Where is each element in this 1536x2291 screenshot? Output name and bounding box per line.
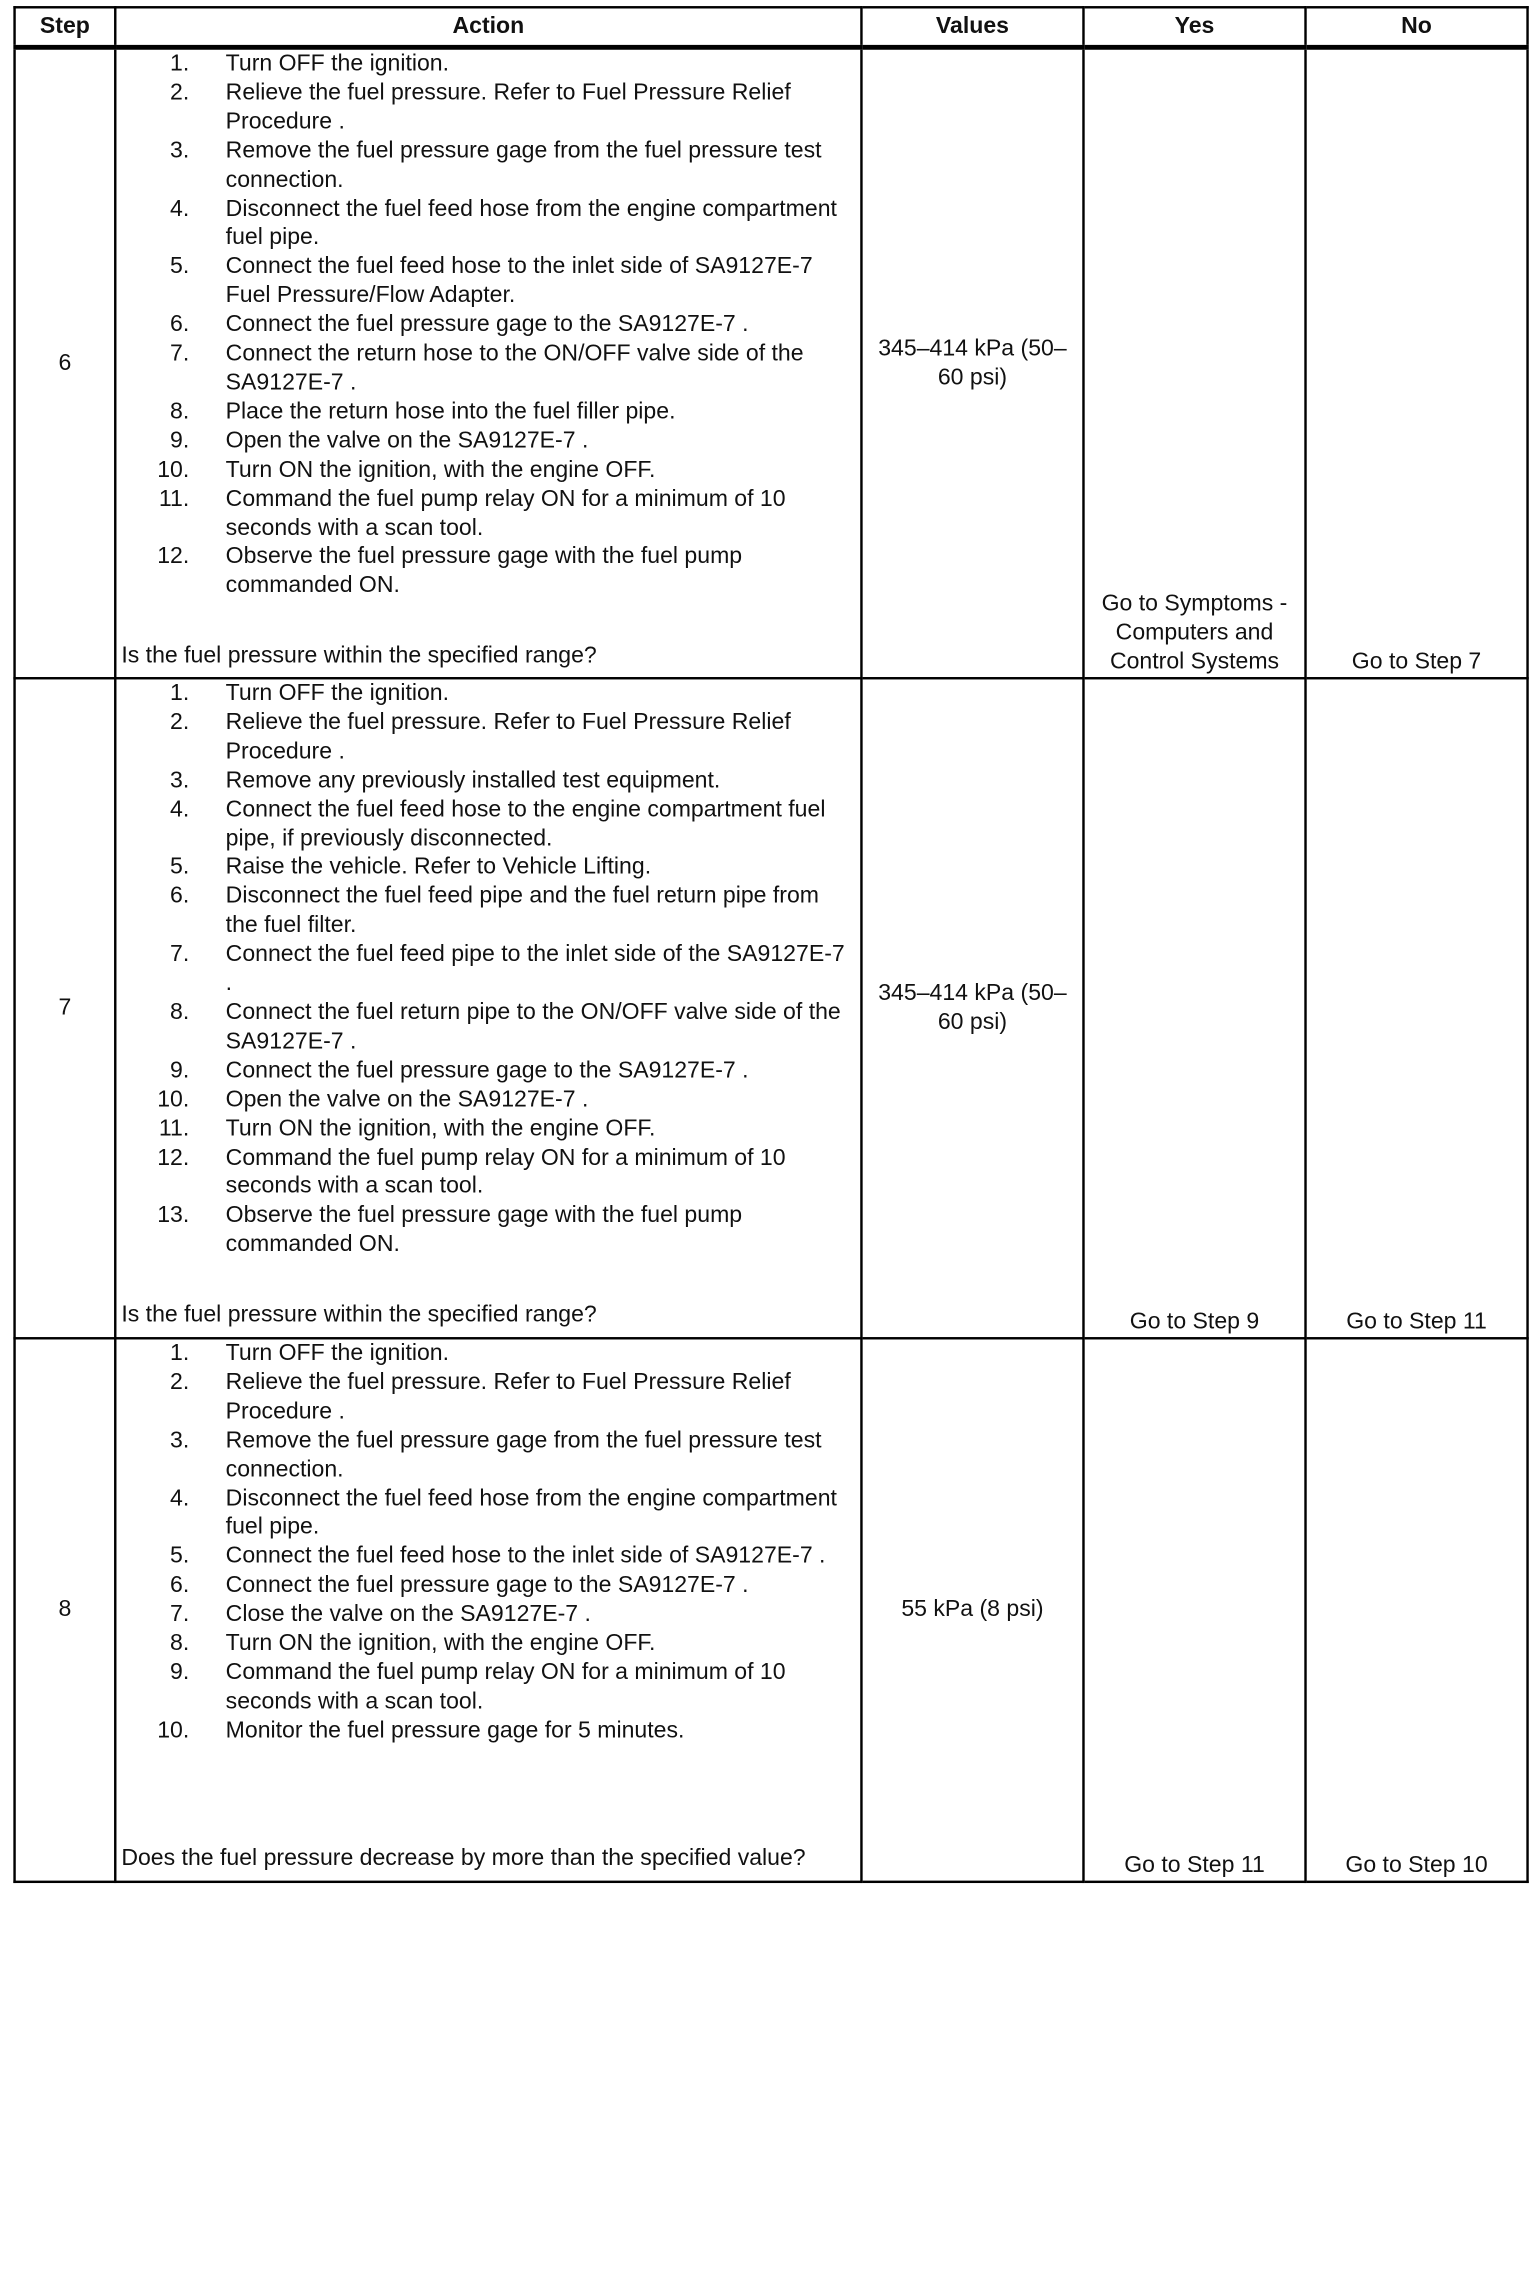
header-row — [15, 7, 1528, 47]
action-step — [121, 708, 855, 766]
action-step-number: 8. — [170, 1630, 190, 1657]
action-step-number: 12. — [157, 544, 190, 570]
action-step-number: 11. — [158, 486, 190, 512]
action-step-text: Observe the fuel pressure gage with the fuel pump commanded ON. — [225, 1202, 743, 1258]
action-step-text: Connect the fuel pressure gage to the SA9127E-7 . — [225, 312, 749, 338]
action-step — [121, 79, 855, 137]
action-step-text: Connect the fuel feed hose to the inlet side of SA9127E-7 . — [225, 1543, 826, 1570]
action-step-text: Turn OFF the ignition. — [225, 680, 450, 707]
action-step — [121, 195, 855, 253]
action-step-text: Remove any previously installed test equipment. — [225, 767, 721, 794]
action-step-text: Raise the vehicle. Refer to Vehicle Lifting. — [225, 854, 652, 881]
action-step-text: Turn ON the ignition, with the engine OFF. — [225, 1115, 656, 1142]
action-step-number: 3. — [170, 137, 190, 164]
header-values: Values — [861, 7, 1083, 47]
action-step-text: Command the fuel pump relay ON for a minimum of 10 seconds with a scan tool. — [225, 486, 786, 541]
table-row — [15, 47, 1528, 678]
yes-outcome: Go to Symptoms - Computers and Control Systems — [1083, 47, 1305, 678]
action-step-text: Connect the fuel pressure gage to the SA9127E-7 . — [225, 1057, 749, 1084]
action-step — [121, 853, 855, 882]
action-step-number: 4. — [170, 1485, 190, 1512]
header-yes: Yes — [1083, 7, 1305, 47]
action-step — [121, 253, 855, 311]
action-step — [121, 1115, 855, 1144]
action-step-text: Disconnect the fuel feed pipe and the fuel return pipe from the fuel filter. — [225, 883, 820, 939]
action-step — [121, 1426, 855, 1484]
action-step-number: 7. — [170, 341, 190, 367]
action-step — [121, 311, 855, 340]
action-step-text: Close the valve on the SA9127E-7 . — [225, 1601, 591, 1628]
action-step — [121, 398, 855, 427]
action-step — [121, 456, 855, 485]
action-step-text: Remove the fuel pressure gage from the fuel pressure test connection. — [225, 1427, 822, 1483]
action-step-text: Remove the fuel pressure gage from the fuel pressure test connection. — [225, 137, 822, 193]
no-outcome: Go to Step 11 — [1306, 678, 1528, 1338]
action-step-number: 2. — [170, 1369, 190, 1396]
action-step-number: 5. — [170, 253, 190, 280]
no-outcome: Go to Step 7 — [1306, 47, 1528, 678]
step-number: 8 — [15, 1338, 116, 1882]
action-step-number: 9. — [170, 428, 190, 454]
action-step — [121, 940, 855, 998]
action-step — [121, 1057, 855, 1086]
action-step — [121, 1572, 855, 1601]
action-step — [121, 485, 855, 543]
action-step — [121, 1543, 855, 1572]
action-step-number: 11. — [158, 1115, 190, 1142]
action-step-text: Relieve the fuel pressure. Refer to Fuel Pressure Relief Procedure . — [225, 1369, 791, 1425]
action-step-text: Relieve the fuel pressure. Refer to Fuel Pressure Relief Procedure . — [225, 79, 791, 135]
step-number: 6 — [15, 47, 116, 678]
question-text: Is the fuel pressure within the specified range? — [121, 1301, 597, 1328]
action-step-number: 12. — [157, 1144, 190, 1171]
action-step-text: Relieve the fuel pressure. Refer to Fuel Pressure Relief Procedure . — [225, 709, 791, 765]
action-step — [121, 1086, 855, 1115]
action-step-number: 4. — [170, 195, 190, 222]
action-step-number: 8. — [170, 999, 190, 1026]
action-step-number: 3. — [170, 767, 190, 794]
action-step-text: Connect the fuel feed hose to the inlet side of SA9127E-7 Fuel Pressure/Flow Adapter. — [225, 253, 813, 309]
action-step-number: 4. — [170, 796, 190, 823]
action-step-number: 9. — [170, 1659, 190, 1686]
action-step-number: 8. — [170, 399, 190, 425]
action-step-number: 6. — [170, 312, 190, 338]
table-row — [15, 678, 1528, 1338]
action-step-number: 10. — [157, 457, 190, 483]
action-step — [121, 1659, 855, 1717]
action-step-number: 2. — [170, 709, 190, 736]
action-step-text: Connect the fuel feed hose to the engine compartment fuel pipe, if previously disconnected. — [225, 796, 826, 852]
value-cell: 345–414 kPa (50–60 psi) — [861, 47, 1083, 678]
action-step-number: 3. — [170, 1427, 190, 1454]
header-no: No — [1306, 7, 1528, 47]
action-step-number: 1. — [170, 1340, 190, 1367]
action-step — [121, 1485, 855, 1543]
action-cell — [115, 47, 861, 678]
action-step — [121, 1717, 855, 1746]
action-step-number: 1. — [170, 680, 190, 707]
action-step-number: 7. — [170, 941, 190, 968]
action-step — [121, 543, 855, 601]
value-cell: 345–414 kPa (50–60 psi) — [861, 678, 1083, 1338]
action-list — [121, 1339, 855, 1745]
action-step-text: Disconnect the fuel feed hose from the engine compartment fuel pipe. — [225, 195, 837, 251]
action-step — [121, 50, 855, 79]
no-outcome: Go to Step 10 — [1306, 1338, 1528, 1882]
action-step-number: 2. — [170, 79, 190, 106]
action-step-number: 6. — [170, 883, 190, 910]
action-step — [121, 1202, 855, 1260]
action-step-number: 6. — [170, 1572, 190, 1599]
action-list — [121, 679, 855, 1259]
yes-outcome: Go to Step 11 — [1083, 1338, 1305, 1882]
action-step-number: 5. — [170, 1543, 190, 1570]
question-text: Is the fuel pressure within the specified range? — [121, 643, 597, 669]
action-cell — [115, 1338, 861, 1882]
action-step-text: Turn ON the ignition, with the engine OFF. — [225, 457, 656, 483]
action-step-text: Turn ON the ignition, with the engine OFF. — [225, 1630, 656, 1657]
action-step — [121, 1601, 855, 1630]
action-step-number: 5. — [170, 854, 190, 881]
action-step — [121, 137, 855, 195]
action-step-text: Connect the fuel pressure gage to the SA9127E-7 . — [225, 1572, 749, 1599]
action-step-text: Connect the return hose to the ON/OFF valve side of the SA9127E-7 . — [225, 341, 804, 396]
action-step — [121, 882, 855, 940]
action-step-text: Turn OFF the ignition. — [225, 1340, 450, 1367]
action-step — [121, 1144, 855, 1202]
action-step-text: Connect the fuel feed pipe to the inlet side of the SA9127E-7 . — [225, 941, 845, 997]
action-step-text: Observe the fuel pressure gage with the fuel pump commanded ON. — [225, 544, 743, 599]
yes-outcome: Go to Step 9 — [1083, 678, 1305, 1338]
action-cell — [115, 678, 861, 1338]
action-step-text: Command the fuel pump relay ON for a minimum of 10 seconds with a scan tool. — [225, 1144, 786, 1200]
header-action: Action — [115, 7, 861, 47]
step-number: 7 — [15, 678, 116, 1338]
action-step-text: Monitor the fuel pressure gage for 5 minutes. — [225, 1717, 685, 1744]
table-row — [15, 1338, 1528, 1882]
action-step-number: 9. — [170, 1057, 190, 1084]
diagnostic-table — [13, 6, 1528, 1883]
action-step — [121, 340, 855, 398]
action-step-text: Place the return hose into the fuel filler pipe. — [225, 399, 676, 425]
action-step — [121, 427, 855, 456]
action-step — [121, 1339, 855, 1368]
header-step: Step — [15, 7, 116, 47]
action-step-text: Turn OFF the ignition. — [225, 50, 450, 77]
action-step-text: Command the fuel pump relay ON for a minimum of 10 seconds with a scan tool. — [225, 1659, 786, 1715]
value-cell: 55 kPa (8 psi) — [861, 1338, 1083, 1882]
action-step-number: 13. — [157, 1202, 190, 1229]
action-step-number: 10. — [157, 1086, 190, 1113]
question-text: Does the fuel pressure decrease by more than the specified value? — [121, 1845, 806, 1872]
action-step — [121, 1630, 855, 1659]
action-step-text: Connect the fuel return pipe to the ON/OFF valve side of the SA9127E-7 . — [225, 999, 841, 1055]
action-step — [121, 795, 855, 853]
action-step — [121, 679, 855, 708]
action-step-text: Open the valve on the SA9127E-7 . — [225, 1086, 589, 1113]
action-step-number: 1. — [170, 50, 190, 77]
action-list — [121, 50, 855, 601]
action-step-text: Open the valve on the SA9127E-7 . — [225, 428, 589, 454]
action-step-number: 7. — [170, 1601, 190, 1628]
action-step-number: 10. — [157, 1717, 190, 1744]
action-step-text: Disconnect the fuel feed hose from the engine compartment fuel pipe. — [225, 1485, 837, 1541]
action-step — [121, 1368, 855, 1426]
action-step — [121, 999, 855, 1057]
action-step — [121, 766, 855, 795]
